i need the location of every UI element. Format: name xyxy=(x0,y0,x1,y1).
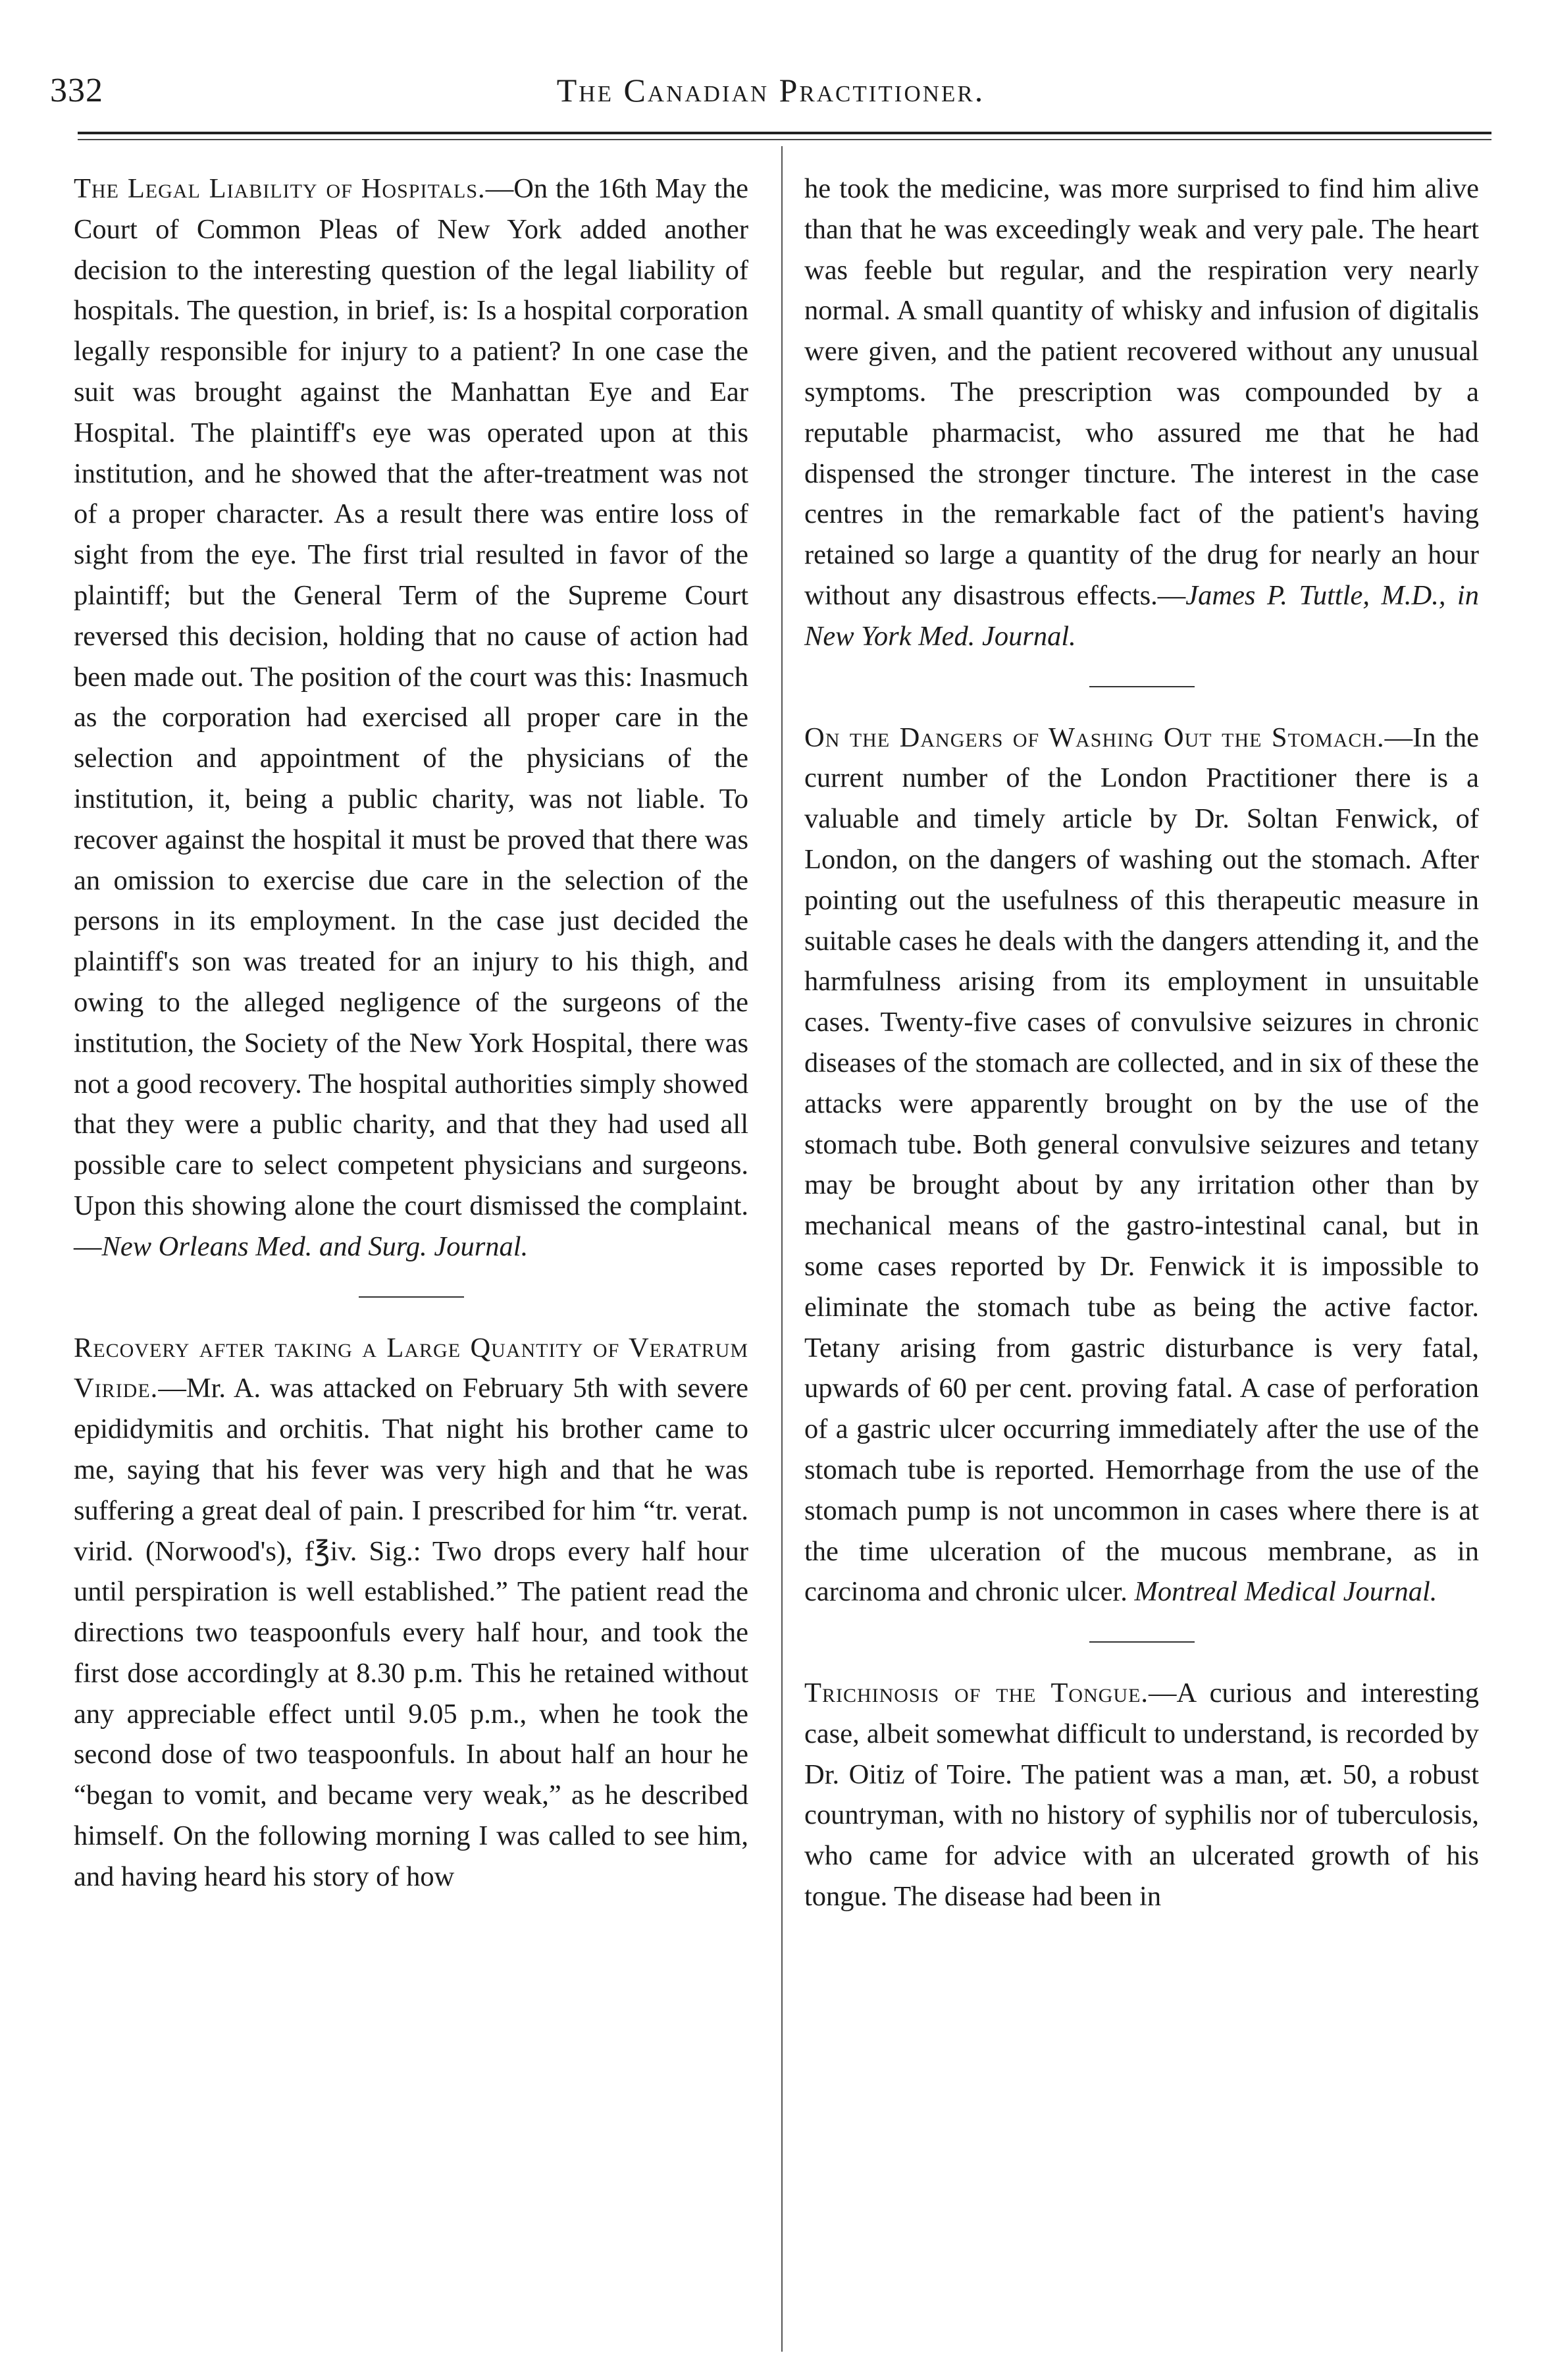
running-header xyxy=(50,51,1491,111)
article-heading: The Legal Liability of Hospitals. xyxy=(74,173,486,204)
journal-title: The Canadian Practitioner. xyxy=(556,72,985,109)
article-separator xyxy=(1089,1641,1195,1643)
page-number: 332 xyxy=(50,72,103,109)
article-body: On the 16th May the Court of Common Pleas of New York added another decision to the interesting question of the legal liability of hospitals. The question, in brief, is: Is a hospital corporation legally responsible for injury to a patient? In one case the suit was brought against the Manhattan Eye and Ear Hospital. The plaintiff's eye was operated upon at this institution, and he showed that the after-treatment was not of a proper character. As a result there was entire loss of sight from the eye. The first trial resulted in favor of the plaintiff; but the General Term of the Supreme Court reversed this decision, holding that no cause of action had been made out. The position of the court was this: Inasmuch as the corporation had exercised all proper care in the selection and appointment of the physicians of the institution, it, being a public charity, was not liable. To recover against the hospital it must be proved that there was an omission to exercise due care in the selection of the persons in its employment. In the case just decided the plaintiff's son was treated for an injury to his thigh, and owing to the alleged negligence of the surgeons of the institution, the Society of the New York Hospital, there was not a good recovery. The hospital authorities simply showed that they were a public charity, and that they had used all possible care to select competent physicians and surgeons. Upon this showing alone the court dismissed the complaint. xyxy=(74,173,749,1221)
article-trichinosis: Trichinosis of the Tongue.—A curious and interesting case, albeit somewhat difficult to understand, is recorded by Dr. Oitiz of Toire. The patient was a man, æt. 50, a robust countryman, with no history of syphilis nor of tuberculosis, who came for advice with an ulcerated growth of his tongue. The disease had been in xyxy=(804,1678,1479,1913)
article-legal-liability: The Legal Liability of Hospitals.—On the 16th May the Court of Common Pleas of New York added another decision to the interesting question of the legal liability of hospitals. The question, in brief, is: Is a hospital corporation legally responsible for injury to a patient? In one case the suit was brought against the Manhattan Eye and Ear Hospital. The plaintiff's eye was operated upon at this institution, and he showed that the after-treatment was not of a proper character. As a result there was entire loss of sight from the eye. The first trial resulted in favor of the plaintiff; but the General Term of the Supreme Court reversed this decision, holding that no cause of action had been made out. The position of the court was this: Inasmuch as the corporation had exercised all proper care in the selection and appointment of the physicians of the institution, it, being a public charity, was not liable. To recover against the hospital it must be proved that there was an omission to exercise due care in the selection of the persons in its employment. In the case just decided the plaintiff's son was treated for an injury to his thigh, and owing to the alleged negligence of the surgeons of the institution, the Society of the New York Hospital, there was not a good recovery. The hospital authorities simply showed that they were a public charity, and that they had used all possible care to select competent physicians and surgeons. Upon this showing alone the court dismissed the complaint.—New Orleans Med. and Surg. Journal. xyxy=(74,173,749,1262)
article-heading: On the Dangers of Washing Out the Stomach. xyxy=(804,722,1385,753)
article-stomach: On the Dangers of Washing Out the Stomach.—In the current number of the London Practitioner there is a valuable and timely article by Dr. Soltan Fenwick, of London, on the dangers of washing out the stomach. After pointing out the usefulness of this therapeutic measure in suitable cases he deals with the dangers attending it, and the harmfulness arising from its employment in unsuitable cases. Twenty-five cases of convulsive seizures in chronic diseases of the stomach are collected, and in six of these the attacks were apparently brought on by the use of the stomach tube. Both general convulsive seizures and tetany may be brought about by any irritation other than by mechanical means of the gastro-intestinal canal, but in some cases reported by Dr. Fenwick it is impossible to eliminate the stomach tube as being the active factor. Tetany arising from gastric disturbance is very fatal, upwards of 60 per cent. proving fatal. A case of perforation of a gastric ulcer occurring immediately after the use of the stomach tube is reported. Hemorrhage from the use of the stomach pump is not uncommon in cases where there is at the time ulceration of the mucous membrane, as in carcinoma and chronic ulcer. Montreal Medical Journal. xyxy=(804,722,1479,1608)
article-body: In the current number of the London Practitioner there is a valuable and timely article by Dr. Soltan Fenwick, of London, on the dangers of washing out the stomach. After pointing out the usefulness of this therapeutic measure in suitable cases he deals with the dangers attending it, and the harmfulness arising from its employment in unsuitable cases. Twenty-five cases of convulsive seizures in chronic diseases of the stomach are collected, and in six of these the attacks were apparently brought on by the use of the stomach tube. Both general convulsive seizures and tetany may be brought about by any irritation other than by mechanical means of the gastro-intestinal canal, but in some cases reported by Dr. Fenwick it is impossible to eliminate the stomach tube as being the active factor. Tetany arising from gastric disturbance is very fatal, upwards of 60 per cent. proving fatal. A case of perforation of a gastric ulcer occurring immediately after the use of the stomach tube is reported. Hemorrhage from the use of the stomach pump is not uncommon in cases where there is at the time ulceration of the mucous membrane, as in carcinoma and chronic ulcer. xyxy=(804,722,1479,1608)
article-separator xyxy=(1089,686,1195,687)
article-heading: Trichinosis of the Tongue. xyxy=(804,1678,1149,1709)
article-veratrum: Recovery after taking a Large Quantity of Veratrum Viride.—Mr. A. was attacked on February 5th with severe epididymitis and orchitis. That night his brother came to me, saying that his fever was very high and that he was suffering a great deal of pain. I prescribed for him “tr. verat. virid. (Norwood's), f℥iv. Sig.: Two drops every half hour until perspiration is well established.” The patient read the directions two teaspoonfuls every half hour, and took the first dose accordingly at 8.30 p.m. This he retained without any appreciable effect until 9.05 p.m., when he took the second dose of two teaspoonfuls. In about half an hour he “began to vomit, and became very weak,” as he described himself. On the following morning I was called to see him, and having heard his story of how xyxy=(74,1332,748,1892)
column-divider xyxy=(781,146,783,2352)
article-source: Montreal Medical Journal. xyxy=(1134,1576,1437,1608)
header-rule-thin xyxy=(78,139,1491,140)
article-source: James P. Tuttle, M.D., in New York Med. Journal. xyxy=(804,579,1479,652)
article-heading: Recovery after taking a Large Quantity of Veratrum Viride. xyxy=(74,1332,748,1404)
left-column xyxy=(74,169,748,1897)
right-column xyxy=(804,169,1479,1917)
article-body: he took the medicine, was more surprised to find him alive than that he was exceedingly weak and very pale. The heart was feeble but regular, and the respiration very nearly normal. A small quantity of whisky and infusion of digitalis were given, and the patient recovered without any unusual symptoms. The prescription was compounded by a reputable pharmacist, who assured me that he had dispensed the stronger tincture. The interest in the case centres in the remarkable fact of the patient's having retained so large a quantity of the drug for nearly an hour without any disastrous effects. xyxy=(804,173,1479,611)
article-body: A curious and interesting case, albeit somewhat difficult to understand, is recorded by Dr. Oitiz of Toire. The patient was a man, æt. 50, a robust countryman, with no history of syphilis nor of tuberculosis, who came for advice with an ulcerated growth of his tongue. The disease had been in xyxy=(804,1678,1479,1913)
article-source: New Orleans Med. and Surg. Journal. xyxy=(101,1230,529,1262)
article-body: Mr. A. was attacked on February 5th with severe epididymitis and orchitis. That night his brother came to me, saying that his fever was very high and that he was suffering a great deal of pain. I prescribed for him “tr. verat. virid. (Norwood's), f℥iv. Sig.: Two drops every half hour until perspiration is well established.” The patient read the directions two teaspoonfuls every half hour, and took the first dose accordingly at 8.30 p.m. This he retained without any appreciable effect until 9.05 p.m., when he took the second dose of two teaspoonfuls. In about half an hour he “began to vomit, and became very weak,” as he described himself. On the following morning I was called to see him, and having heard his story of how xyxy=(74,1373,748,1892)
article-separator xyxy=(359,1296,464,1298)
article-veratrum-continued: he took the medicine, was more surprised to find him alive than that he was exceedingly weak and very pale. The heart was feeble but regular, and the respiration very nearly normal. A small quantity of whisky and infusion of digitalis were given, and the patient recovered without any unusual symptoms. The prescription was compounded by a reputable pharmacist, who assured me that he had dispensed the stronger tincture. The interest in the case centres in the remarkable fact of the patient's having retained so large a quantity of the drug for nearly an hour without any disastrous effects.—James P. Tuttle, M.D., in New York Med. Journal. xyxy=(804,173,1479,652)
header-rule xyxy=(78,132,1491,134)
